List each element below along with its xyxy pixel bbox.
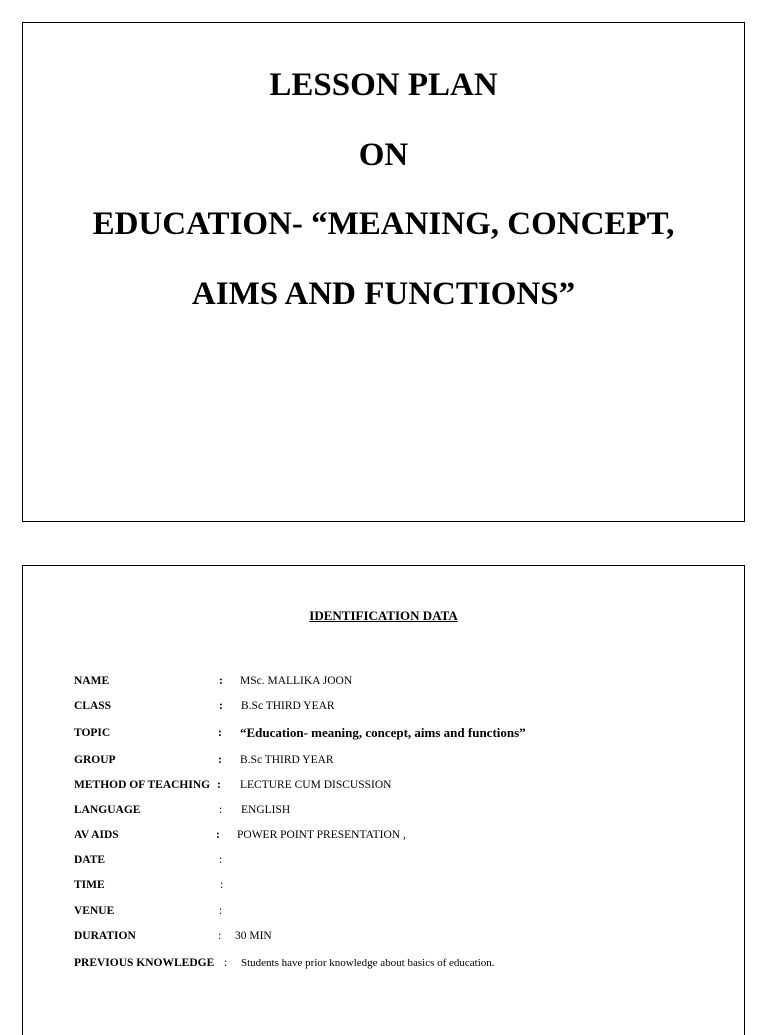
row-label: NAME — [74, 675, 110, 687]
row-method-of-teaching — [23, 777, 744, 793]
row-value: LECTURE CUM DISCUSSION — [240, 779, 392, 791]
row-duration — [23, 928, 744, 944]
row-colon: : — [224, 957, 228, 969]
cover-page — [22, 22, 745, 522]
row-previous-knowledge — [23, 955, 744, 971]
row-colon: : — [219, 804, 223, 816]
row-value: ENGLISH — [241, 804, 291, 816]
row-label: AV AIDS — [74, 829, 119, 841]
row-value: “Education- meaning, concept, aims and functions” — [240, 725, 526, 740]
row-colon: : — [218, 727, 222, 739]
row-colon: : — [218, 754, 222, 766]
cover-title-line-2: ON — [358, 137, 409, 173]
row-colon: : — [219, 675, 223, 687]
identification-heading: IDENTIFICATION DATA — [309, 608, 458, 623]
row-class — [23, 698, 744, 714]
row-label: CLASS — [74, 700, 112, 712]
row-label: TIME — [74, 879, 105, 891]
row-label: VENUE — [74, 905, 115, 917]
row-av-aids — [23, 827, 744, 843]
cover-title-line-3: EDUCATION- “MEANING, CONCEPT, — [92, 206, 675, 242]
row-label: PREVIOUS KNOWLEDGE — [74, 957, 215, 969]
row-label: GROUP — [74, 754, 116, 766]
row-topic — [23, 725, 744, 741]
row-colon: : — [219, 700, 223, 712]
row-label: DATE — [74, 854, 106, 866]
row-colon: : — [220, 879, 224, 891]
row-value: MSc. MALLIKA JOON — [240, 675, 353, 687]
row-colon: : — [217, 779, 221, 791]
row-value: B.Sc THIRD YEAR — [241, 700, 335, 712]
row-label: METHOD OF TEACHING — [74, 779, 211, 791]
row-colon: : — [216, 829, 220, 841]
row-label: TOPIC — [74, 727, 111, 739]
row-colon: : — [219, 854, 223, 866]
row-colon: : — [219, 905, 223, 917]
row-name — [23, 673, 744, 689]
identification-page — [22, 565, 745, 1035]
row-group — [23, 752, 744, 768]
row-colon: : — [218, 930, 222, 942]
row-value: POWER POINT PRESENTATION , — [237, 829, 406, 841]
row-venue — [23, 903, 744, 919]
cover-title-line-1: LESSON PLAN — [269, 67, 498, 103]
row-time — [23, 877, 744, 893]
row-label: DURATION — [74, 930, 136, 942]
row-value: Students have prior knowledge about basics of education. — [241, 957, 495, 969]
row-value: 30 MIN — [235, 930, 272, 942]
row-value: B.Sc THIRD YEAR — [240, 754, 334, 766]
row-language — [23, 802, 744, 818]
cover-title-line-4: AIMS AND FUNCTIONS” — [191, 276, 576, 312]
row-label: LANGUAGE — [74, 804, 141, 816]
row-date — [23, 852, 744, 868]
